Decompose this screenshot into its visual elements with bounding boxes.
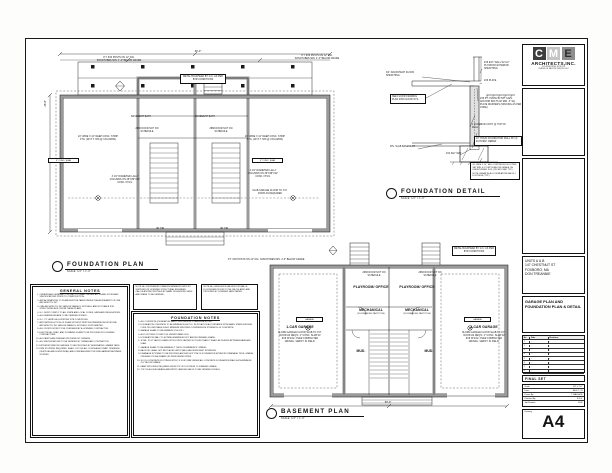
note-item: 2. FOUNDATION CONCRETE TO BE MINIMUM 3,000 P.S.I. IN 28 DAYS IN ACCORDANCE WITH MASS. STATE BUILDING CODE 780 CMR TABLE 5404.2 MINIMUM SPECIFIED COMPRESSIVE STRENGTH OF CONCRETE.	[141, 324, 256, 329]
fp-posts-note-left: P.T. 6X6 POSTS ON 12" DIA. SONOTUBES MIN. 4'-0" BELOW GRADE	[96, 57, 142, 62]
fp-door-note-right: 2868 DOOR NOT ON SCHEDULE	[209, 128, 233, 133]
info-row-job-number: Job Number: 1908	[524, 401, 583, 404]
note-item: 2. ANY ALTERATIONS TO PLANS MUST BE TAKEN UNDER THE ADVISEMENT OF CME ARCHITECTS, INC.	[40, 300, 126, 305]
fp-detail-callout-bubble	[52, 261, 63, 272]
info-row-scale: Scale: 1/4" = 1'-0"	[524, 385, 583, 388]
sheet-number: A4	[542, 411, 565, 431]
fp-lally-note-left: 3 1/2" DIAMETER LALLY COLUMNS ON 36"X36"X12" CONC. FTGS.	[109, 176, 141, 184]
titleblock-stamp-box	[522, 88, 585, 156]
fp-scale: SCALE: 1/4" = 1'-0"	[67, 271, 91, 273]
firm-address-1: 6 PILGRIM DRIVE, SUITE 210	[541, 66, 566, 68]
note-item: 5. ALL DIMENSIONS ARE TO BE VERIFIED IN FIELD.	[40, 315, 126, 318]
bp-garage-note-right: SLOPE GARAGE FLOOR SLAB TO O.H. DOOR AS REQ'D. 4" CONC. SLAB W/ 6X6 W.W.M. OVER COMPACTED GRAVEL. VERIFY IN FIELD.	[462, 332, 506, 343]
fd-detail-callout-bubble	[386, 188, 397, 199]
logo-letter-c: C	[533, 47, 546, 60]
fp-basement-bath-right: BASEMENT BATH	[195, 116, 215, 118]
fd-title-row	[386, 188, 500, 200]
engineered-framing-note: NOTE: ALL ENGINEERED FRAMING MEMBERS SIZED BY SUPPLIER OR LICENSED STRUCTURAL ENGINEER. CALCULATIONS PROVIDED BY SAME. SUGGESTED SIZES AND SPANS TO BE VERIFIED.	[133, 284, 197, 310]
info-row-drawn-by: Drawn By: T. WALLACE	[524, 393, 583, 396]
info-row-checked-by: Checked By: K.P.G.	[524, 397, 583, 400]
fd-footing-note: 20" WIDE X 10" TALL CONTINUOUS FOOTING SET MIN. 4'-0" DEPTH BELOW GRADE ON UNDISTURBED SOIL (2X4 KEY WAY TYP.)	[472, 164, 517, 172]
info-row-date: Date: AUG 7, 24	[524, 389, 583, 392]
revision-row: 6 - -	[523, 361, 584, 365]
foundation-notes-box	[133, 313, 258, 436]
note-item: 1. OWNERS AND GENERAL CONTRACTOR SHALL REVIEW ALL PLANS, NOTES AND SPECIFICATIONS PRIOR TO CONSTRUCTION.	[40, 294, 126, 299]
note-item: 8. BACK FILL SHALL NOT BE PLACED UNTIL WALL HAS SUFFICIENT STRENGTH.	[141, 350, 256, 353]
revision-row: 3 - -	[523, 349, 584, 353]
note-item: 6. G.C. TO VERIFY ALL EXISTING SITE CONDITIONS.	[40, 319, 126, 322]
titleblock-project-box	[522, 256, 585, 294]
note-item: 13. FIRE STOPPING REQUIRED: SHALL CUT OFF ALL CONCEALED DRAFT OPENINGS (VERTICAL AND HORIZONTAL) AND FORM AN EFFECTIVE FIRE BARRIER BETWEEN STORIES.	[40, 348, 126, 356]
note-item: 3. GARAGE SLABS TO BE MINIMUM 3,500 P.S.I.	[141, 330, 256, 333]
note-item: 4. G.C. MUST COMPLY TO ALL STATE AND LOCAL CODES, LAWS AND REGULATIONS.	[40, 312, 126, 315]
bp-mud-right: MUD.	[424, 349, 434, 353]
note-item: 10. 20 X 10 CONCRETE FOOTINGS WITH 2 X 4 KEY WAY UNDER ALL CONCRETE FOUNDATION WALLS AT A MINIMUM 4'-0" BELOW GRADE.	[141, 360, 256, 365]
fp-up13r-left: UP 13R	[155, 228, 165, 230]
fd-slab-label: FIN. SLAB BASEMENT	[390, 146, 416, 148]
fp-left-dim: 26'-8"	[44, 100, 47, 107]
fd-rebar-top-note: 1 #4 REBAR CONT. @ TOP OF WALL	[472, 124, 506, 129]
bp-bearing-left: (2X4 BEARING PARTITION)	[357, 312, 385, 315]
firm-address-2: PLAINVILLE, MA 02762 (508) 807-5007	[538, 68, 569, 71]
fd-scale: SCALE: 1/2" = 1'-0"	[401, 198, 425, 200]
fp-posts-note-right: P.T. 6X6 POSTS ON 12" DIA. SONOTUBES MIN. 4'-0" BELOW GRADE	[294, 55, 340, 60]
bp-detail-callout-bubble	[266, 408, 277, 419]
bp-mechanical-right: MECHANICAL (2X4 BEARING PARTITION)	[396, 309, 438, 315]
fp-posts-note-title: P.T. 6X6 POSTS ON 12" DIA. SONOTUBES MIN. 4'-0" BELOW GRADE	[228, 259, 305, 261]
bp-bulkhead-note: METAL BULKHEAD BY G.C. AS PER BTR CONDITIONS	[452, 246, 496, 256]
drawing-label: Drawing	[524, 410, 532, 413]
revision-row: 8 - -	[523, 370, 584, 374]
bp-bearing-right: (2X4 BEARING PARTITION)	[403, 312, 431, 315]
note-item: 7. ANY REPRODUCTION OF PLANS WITHOUT WRITTEN PERMISSION FROM CME ARCHITECTS, INC. AND/OR DANIEL E. MITCHELL IS PROHIBITED.	[40, 322, 126, 327]
logo-letter-e: E	[562, 47, 575, 60]
general-notes-list	[35, 294, 125, 357]
fp-strip-footing-right: 24" WIDE X 12" DEEP CONC. STRIP FTG. (W/ P.T. 6X6 @ COLUMNS)	[244, 136, 286, 141]
titleblock-blank-box	[522, 158, 585, 254]
revision-table	[522, 335, 585, 373]
note-item: 9. DRAINAGE SYSTEMS TO BE PROVIDED AROUND BOTTOM OF FOUNDATION EITHER BY DRAINAGE TILES, GRAVEL, CRUSHED STONE DRAINS OR PERFORATED PIPES.	[141, 353, 256, 358]
general-notes-title: GENERAL NOTES	[59, 288, 101, 293]
note-item: 4. ALL FOOTINGS TO REST ON UNDISTURBED SOIL.	[141, 334, 256, 337]
bp-playroom-left: PLAYROOM/ OFFICE	[353, 285, 389, 289]
fd-pt-plate-note: 2X6 P.T. PLATE W/ 5/8" GALV. ANCHOR BOLTS W/ MIN. 3" SQ. PLATE WASHERS (SPACING AS PER CODE)	[480, 98, 522, 109]
bp-garage-right: 1-CAR GARAGE	[470, 325, 498, 329]
fd-footing-notebox	[470, 162, 520, 180]
fd-sheathing-note: 3/4" ADVANTECH FLOOR SHEATHING	[386, 72, 415, 77]
fp-overall-dim: 60'-0"	[194, 49, 202, 53]
drawing-number-box	[522, 409, 585, 439]
foundation-notes-list	[136, 321, 255, 372]
fd-ext-wall-note: 2X6 EXT. WALL W/ 1/2" PLYWOOD EXTERIOR SHEATHING	[484, 62, 510, 70]
fd-footing-note2: NOTE: REBAR IN ALL FOUNDATION WALLS / FOOTINGS (TYP.)	[472, 172, 516, 178]
bp-title: BASEMENT PLAN	[279, 408, 364, 417]
insulation-note: NOTE: ALL INSULATION VALUES FOR WALLS, FLOORS AND ROOFS TO BE CALCULATED AND PROVIDED BY LICENSED HERS RATER.	[201, 284, 258, 310]
titleblock-sheet-title-box: GARAGE PLAN AND FOUNDATION PLAN & DETAIL	[522, 296, 585, 333]
revision-row: 5 - -	[523, 357, 584, 361]
note-item: 3. CME ARCHITECTS, INC. AND/OR DANIEL E. MITCHELL ARE NOT LIABLE FOR STRUCTURES BUILT FROM THESE PLANS.	[40, 306, 126, 311]
fp-lally-note-right: 3 1/2" DIAMETER LALLY COLUMNS ON 36"X36"X12" CONC. FTGS.	[247, 170, 279, 178]
bp-garage-note-left: SLOPE GARAGE FLOOR SLAB TO O.H. DOOR AS REQ'D. 4" CONC. SLAB W/ 6X6 W.W.M. OVER COMPACTED GRAVEL. VERIFY IN FIELD.	[278, 332, 322, 343]
bp-playroom-right: PLAYROOM/ OFFICE	[399, 285, 435, 289]
note-item: 12. TOP OF ALL BULKHEADS AND ENTRY LANDING WALLS TO BE VERIFIED IN FIELD.	[141, 369, 256, 372]
revision-row: 1 - -	[523, 340, 584, 344]
bp-garage-tag-left: GARAGE	[296, 317, 323, 322]
logo-letter-m: M	[548, 47, 559, 60]
note-item: 9. ELECTRICAL, HVAC, AND PLUMBING PLANS TO BE PROVIDED BY LICENSED CONTRACTORS.	[40, 332, 126, 337]
note-item: 6. 10 MIL. POLY VAPOR GUARD WITH JOINTS LAPPED NOT LESS THAN 6" SHALL BE PLACED BETWEEN BASE AND SLAB.	[141, 340, 256, 345]
fp-slab-note: SLAB GARAGE FLOOR TO O.H. DOOR AS REQUIRED	[252, 190, 288, 195]
project-client: DON TREANNIE	[525, 272, 551, 277]
note-item: 7. GARAGE SLABS TO BE MINIMUM 4" THICK ON MINIMUM 6" GRAVEL.	[141, 347, 256, 350]
fp-title: FOUNDATION PLAN	[65, 261, 158, 270]
bp-garage-tag-right: GARAGE	[464, 317, 491, 322]
project-street: 147 CHESTNUT ST	[525, 263, 556, 268]
fd-title: FOUNDATION DETAIL	[399, 188, 500, 197]
bp-garage-left: 1-CAR GARAGE	[286, 325, 314, 329]
foundation-notes-title: FOUNDATION NOTES	[171, 315, 220, 320]
revision-row: 7 - -	[523, 365, 584, 369]
bp-door-note-left: 2668 DOOR NOT ON SCHEDULE	[362, 272, 386, 277]
general-notes-box	[32, 286, 128, 436]
note-item: 1. ALL CONCRETE FOUNDATION WALL POUR UNLESS OTHERWISE NOTED.	[141, 321, 256, 324]
firm-name: ARCHITECTS,INC.	[531, 61, 576, 66]
fp-up13r-right: UP 13R	[219, 228, 229, 230]
titleblock-info-table	[522, 384, 585, 407]
fp-title-row	[52, 261, 158, 273]
fp-basement-bath-left: BASEMENT BATH	[131, 116, 151, 118]
fd-plate-note: 2X6 PLATE	[484, 80, 497, 82]
bp-title-row	[266, 408, 364, 420]
bp-door-note-right: 2668 DOOR NOT ON SCHEDULE	[418, 272, 442, 277]
fd-floor-sys-note: SEE FLOOR FRAMING PLAN FOR FLOOR SYS.	[390, 94, 426, 104]
basement-plan-drawing	[262, 240, 512, 408]
bp-scale: SCALE: 1/4" = 1'-0"	[281, 418, 305, 420]
titleblock-logo-box	[522, 44, 585, 86]
revision-header-row: No. Date Revisions	[523, 336, 584, 340]
bp-mud-left: MUD.	[356, 349, 366, 353]
fp-slab-tag-left: 4" CONC. SLAB	[48, 158, 79, 163]
fd-wall-pour-note: 10" POUR FOUNDATION WALL W/ (3) #4 HORIZ. REBAR	[474, 136, 522, 146]
note-item: 11. ALL SPECIFICATIONS TO BE VERIFIED BY OWNER AND CONTRACTOR.	[40, 341, 126, 344]
revision-row: 4 - -	[523, 353, 584, 357]
fp-bulkhead-note: METAL BULKHEAD BY G.C. AS PER BTR CONDITIONS	[180, 74, 226, 84]
fd-keyway-note: 2X4 KEY WAY	[446, 153, 462, 155]
final-set-bar: FINAL SET	[522, 375, 585, 382]
project-units: UNITS A & B	[525, 258, 545, 263]
note-item: 12. EXTERIOR WINDOW CASINGS TO BE PROVIDED BY DESIGNATED LUMBER YARD.	[40, 345, 126, 348]
note-item: 5. FOUNDATION WALL TO EXTEND A MINIMUM OF 8" ABOVE FINISHED GRADE.	[141, 337, 256, 340]
fp-strip-footing-left: 24" WIDE X 12" DEEP CONC. STRIP FTG. (W/ P.T. 6X6 @ COLUMNS)	[77, 136, 119, 141]
project-city: FOXBORO, MA	[525, 267, 549, 272]
fp-slab-tag-right: 4" CONC. SLAB	[252, 158, 283, 163]
note-item: 10. ALL PAINTS AND FINISHES PROVIDED BY OWNERS.	[40, 338, 126, 341]
note-item: 8. ALL ON SITE WORK TO BE OVERSEEN BY A LICENSED CONTRACTOR.	[40, 328, 126, 331]
bp-mechanical-left: MECHANICAL (2X4 BEARING PARTITION)	[350, 309, 392, 315]
cme-logo	[523, 47, 584, 60]
bp-overall-dim: 60'-0"	[384, 400, 392, 404]
note-item: 11. DAMP PROOFING REQUIRED FROM TOP OF FOOTINGS TO FINISHED GRADE.	[141, 366, 256, 369]
fp-door-note-left: 2868 DOOR NOT ON SCHEDULE	[135, 128, 159, 133]
revision-row: 2 - -	[523, 344, 584, 348]
